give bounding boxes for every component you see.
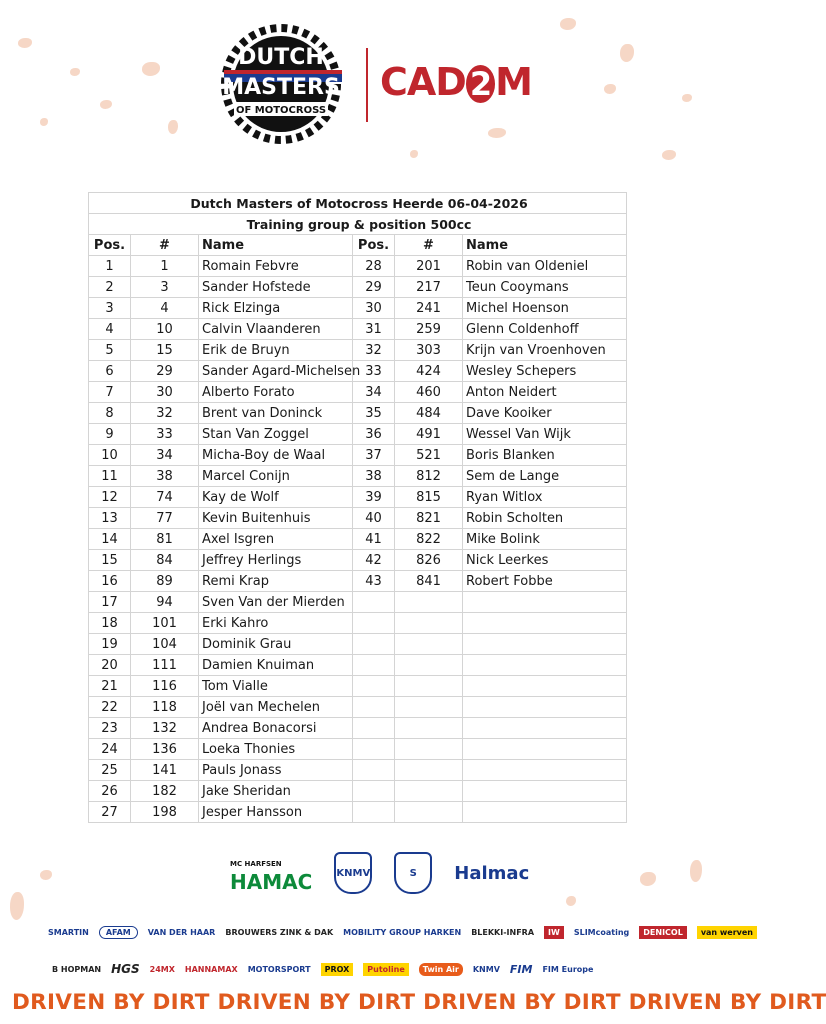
number-cell: 118: [131, 697, 199, 718]
name-cell: [463, 697, 627, 718]
pos-cell: [353, 739, 395, 760]
pos-cell: 18: [89, 613, 131, 634]
number-cell: [395, 676, 463, 697]
club-badge: S: [394, 852, 432, 894]
dirt-splatter: [662, 150, 676, 160]
dirt-splatter: [620, 44, 634, 62]
name-cell: Brent van Doninck: [199, 403, 353, 424]
results-table: [88, 192, 627, 823]
name-cell: Alberto Forato: [199, 382, 353, 403]
number-cell: 259: [395, 319, 463, 340]
name-cell: Wessel Van Wijk: [463, 424, 627, 445]
pos-cell: [353, 655, 395, 676]
number-cell: [395, 802, 463, 823]
name-cell: Sven Van der Mierden: [199, 592, 353, 613]
table-row: [89, 424, 627, 445]
pos-cell: [353, 781, 395, 802]
dirt-splatter: [40, 870, 52, 880]
name-cell: [463, 613, 627, 634]
name-cell: Kay de Wolf: [199, 487, 353, 508]
pos-cell: [353, 613, 395, 634]
name-cell: Andrea Bonacorsi: [199, 718, 353, 739]
sponsor-logo: FIM: [509, 962, 533, 976]
table-subtitle: Training group & position 500cc: [89, 214, 627, 235]
pos-cell: 40: [353, 508, 395, 529]
table-row: [89, 718, 627, 739]
dirt-splatter: [142, 62, 160, 76]
number-cell: 821: [395, 508, 463, 529]
number-cell: 116: [131, 676, 199, 697]
dirt-splatter: [682, 94, 692, 102]
pos-cell: 3: [89, 298, 131, 319]
pos-cell: 22: [89, 697, 131, 718]
dirt-splatter: [560, 18, 576, 30]
number-cell: [395, 739, 463, 760]
pos-cell: 34: [353, 382, 395, 403]
pos-cell: 36: [353, 424, 395, 445]
table-row: [89, 466, 627, 487]
number-cell: [395, 781, 463, 802]
svg-text:OF MOTOCROSS: OF MOTOCROSS: [235, 105, 327, 116]
pos-cell: [353, 802, 395, 823]
number-cell: 30: [131, 382, 199, 403]
name-cell: Sem de Lange: [463, 466, 627, 487]
number-cell: [395, 655, 463, 676]
name-cell: Joël van Mechelen: [199, 697, 353, 718]
header-name: Name: [199, 235, 353, 256]
table-row: [89, 382, 627, 403]
dirt-splatter: [40, 118, 48, 126]
table-row: [89, 529, 627, 550]
table-row: [89, 487, 627, 508]
sponsor-logo: SLIMcoating: [573, 928, 630, 937]
dirt-splatter: [604, 84, 616, 94]
dirt-splatter: [18, 38, 32, 48]
pos-cell: 9: [89, 424, 131, 445]
header-name: Name: [463, 235, 627, 256]
header-number: #: [395, 235, 463, 256]
table-row: [89, 634, 627, 655]
number-cell: 424: [395, 361, 463, 382]
pos-cell: [353, 592, 395, 613]
table-row: [89, 277, 627, 298]
number-cell: 241: [395, 298, 463, 319]
table-row: [89, 361, 627, 382]
pos-cell: 32: [353, 340, 395, 361]
name-cell: Stan Van Zoggel: [199, 424, 353, 445]
number-cell: 521: [395, 445, 463, 466]
name-cell: Dominik Grau: [199, 634, 353, 655]
number-cell: 38: [131, 466, 199, 487]
number-cell: 89: [131, 571, 199, 592]
name-cell: Teun Cooymans: [463, 277, 627, 298]
number-cell: 15: [131, 340, 199, 361]
dirt-splatter: [168, 120, 178, 134]
table-row: [89, 403, 627, 424]
header-pos: Pos.: [89, 235, 131, 256]
number-cell: 81: [131, 529, 199, 550]
sponsor-logo: BROUWERS ZINK & DAK: [225, 928, 334, 937]
table-row: [89, 445, 627, 466]
svg-text:DUTCH: DUTCH: [238, 45, 324, 70]
number-cell: [395, 592, 463, 613]
number-cell: 84: [131, 550, 199, 571]
dirt-splatter: [10, 892, 24, 920]
name-cell: Ryan Witlox: [463, 487, 627, 508]
number-cell: [395, 634, 463, 655]
name-cell: Sander Hofstede: [199, 277, 353, 298]
number-cell: 4: [131, 298, 199, 319]
name-cell: Damien Knuiman: [199, 655, 353, 676]
sponsor-logo: 24MX: [149, 964, 175, 974]
sponsor-logo: PROX: [321, 963, 354, 976]
table-row: [89, 697, 627, 718]
pos-cell: 6: [89, 361, 131, 382]
sponsor-logo: FIM Europe: [542, 964, 594, 974]
number-cell: 822: [395, 529, 463, 550]
pos-cell: [353, 634, 395, 655]
number-cell: 812: [395, 466, 463, 487]
name-cell: [463, 718, 627, 739]
table-row: [89, 802, 627, 823]
number-cell: 74: [131, 487, 199, 508]
name-cell: Wesley Schepers: [463, 361, 627, 382]
sponsor-logo: HANNAMAX: [184, 964, 238, 974]
header-pos: Pos.: [353, 235, 395, 256]
name-cell: Remi Krap: [199, 571, 353, 592]
number-cell: 841: [395, 571, 463, 592]
table-row: [89, 592, 627, 613]
number-cell: [395, 697, 463, 718]
name-cell: Erki Kahro: [199, 613, 353, 634]
dirt-splatter: [70, 68, 80, 76]
pos-cell: 19: [89, 634, 131, 655]
pos-cell: 12: [89, 487, 131, 508]
dirt-splatter: [640, 872, 656, 886]
number-cell: 132: [131, 718, 199, 739]
number-cell: 815: [395, 487, 463, 508]
table-row: [89, 340, 627, 361]
name-cell: [463, 592, 627, 613]
sponsor-logo: B HOPMAN: [52, 964, 102, 974]
table-row: [89, 571, 627, 592]
number-cell: 182: [131, 781, 199, 802]
sponsor-logo: IW: [544, 926, 564, 939]
pos-cell: 5: [89, 340, 131, 361]
pos-cell: 26: [89, 781, 131, 802]
dirt-splatter: [690, 860, 702, 882]
dirt-splatter: [488, 128, 506, 138]
hamac-logo: MC HARFSEN HAMAC: [230, 860, 313, 894]
pos-cell: 28: [353, 256, 395, 277]
name-cell: [463, 760, 627, 781]
sponsor-logo: MOTORSPORT: [247, 964, 311, 974]
name-cell: Loeka Thonies: [199, 739, 353, 760]
number-cell: [395, 718, 463, 739]
logo-divider: [366, 48, 368, 122]
pos-cell: 13: [89, 508, 131, 529]
name-cell: Marcel Conijn: [199, 466, 353, 487]
number-cell: 491: [395, 424, 463, 445]
pos-cell: 15: [89, 550, 131, 571]
pos-cell: 21: [89, 676, 131, 697]
pos-cell: 27: [89, 802, 131, 823]
number-cell: 94: [131, 592, 199, 613]
pos-cell: 4: [89, 319, 131, 340]
name-cell: Glenn Coldenhoff: [463, 319, 627, 340]
pos-cell: 8: [89, 403, 131, 424]
name-cell: Jake Sheridan: [199, 781, 353, 802]
pos-cell: 7: [89, 382, 131, 403]
sponsor-logo: Putoline: [363, 963, 408, 976]
sponsor-logo: SMARTIN: [48, 928, 89, 937]
pos-cell: [353, 697, 395, 718]
sponsor-logo: van werven: [697, 926, 757, 939]
pos-cell: 42: [353, 550, 395, 571]
pos-cell: 37: [353, 445, 395, 466]
name-cell: Rick Elzinga: [199, 298, 353, 319]
table-row: [89, 760, 627, 781]
pos-cell: 2: [89, 277, 131, 298]
number-cell: 198: [131, 802, 199, 823]
number-cell: 34: [131, 445, 199, 466]
pos-cell: 16: [89, 571, 131, 592]
name-cell: Tom Vialle: [199, 676, 353, 697]
pos-cell: 11: [89, 466, 131, 487]
number-cell: 104: [131, 634, 199, 655]
name-cell: Krijn van Vroenhoven: [463, 340, 627, 361]
pos-cell: 39: [353, 487, 395, 508]
cad2m-logo: CAD 2 M: [380, 60, 532, 104]
name-cell: Robert Fobbe: [463, 571, 627, 592]
pos-cell: 43: [353, 571, 395, 592]
name-cell: Robin van Oldeniel: [463, 256, 627, 277]
name-cell: Erik de Bruyn: [199, 340, 353, 361]
pos-cell: 41: [353, 529, 395, 550]
number-cell: 141: [131, 760, 199, 781]
name-cell: [463, 676, 627, 697]
number-cell: 826: [395, 550, 463, 571]
pos-cell: 29: [353, 277, 395, 298]
pos-cell: 25: [89, 760, 131, 781]
table-row: [89, 676, 627, 697]
dirt-splatter: [410, 150, 418, 158]
table-row: [89, 739, 627, 760]
dirt-splatter: [566, 896, 576, 906]
number-cell: 3: [131, 277, 199, 298]
number-cell: 29: [131, 361, 199, 382]
knmv-badge: KNMV: [334, 852, 372, 894]
name-cell: Jeffrey Herlings: [199, 550, 353, 571]
pos-cell: 30: [353, 298, 395, 319]
table-row: [89, 613, 627, 634]
number-cell: 32: [131, 403, 199, 424]
number-cell: [395, 613, 463, 634]
name-cell: [463, 655, 627, 676]
name-cell: Pauls Jonass: [199, 760, 353, 781]
sponsor-row-1: [48, 926, 767, 939]
header-number: #: [131, 235, 199, 256]
footer-slogan: DRIVEN BY DIRT DRIVEN BY DIRT DRIVEN BY DIRT DRIVEN BY DIRT: [12, 990, 826, 1015]
number-cell: 10: [131, 319, 199, 340]
sponsor-row-2: [52, 962, 603, 976]
pos-cell: 1: [89, 256, 131, 277]
pos-cell: 24: [89, 739, 131, 760]
number-cell: 136: [131, 739, 199, 760]
name-cell: Jesper Hansson: [199, 802, 353, 823]
pos-cell: 31: [353, 319, 395, 340]
name-cell: Axel Isgren: [199, 529, 353, 550]
number-cell: 460: [395, 382, 463, 403]
pos-cell: 33: [353, 361, 395, 382]
halmac-logo: Halmac: [454, 862, 530, 884]
table-row: [89, 781, 627, 802]
number-cell: 111: [131, 655, 199, 676]
sponsor-logo: VAN DER HAAR: [147, 928, 216, 937]
dirt-splatter: [100, 100, 112, 109]
number-cell: 484: [395, 403, 463, 424]
name-cell: Sander Agard-Michelsen: [199, 361, 353, 382]
number-cell: 33: [131, 424, 199, 445]
sponsor-logo: MOBILITY GROUP HARKEN: [343, 928, 462, 937]
table-row: [89, 256, 627, 277]
pos-cell: 35: [353, 403, 395, 424]
dutch-masters-logo: [206, 24, 356, 146]
sponsor-logo: KNMV: [472, 964, 500, 974]
number-cell: 217: [395, 277, 463, 298]
pos-cell: 38: [353, 466, 395, 487]
name-cell: [463, 634, 627, 655]
pos-cell: [353, 718, 395, 739]
pos-cell: 10: [89, 445, 131, 466]
number-cell: 1: [131, 256, 199, 277]
svg-text:MASTERS: MASTERS: [222, 75, 340, 100]
sponsor-logo: DENICOL: [639, 926, 687, 939]
sponsor-logo: BLEKKI-INFRA: [471, 928, 535, 937]
name-cell: [463, 739, 627, 760]
name-cell: Calvin Vlaanderen: [199, 319, 353, 340]
name-cell: Mike Bolink: [463, 529, 627, 550]
pos-cell: 17: [89, 592, 131, 613]
name-cell: Boris Blanken: [463, 445, 627, 466]
number-cell: 77: [131, 508, 199, 529]
name-cell: Robin Scholten: [463, 508, 627, 529]
sponsor-logo: Twin Air: [419, 963, 463, 976]
pos-cell: 23: [89, 718, 131, 739]
pos-cell: [353, 760, 395, 781]
top-sponsors: [230, 852, 529, 894]
name-cell: Dave Kooiker: [463, 403, 627, 424]
table-row: [89, 550, 627, 571]
name-cell: Nick Leerkes: [463, 550, 627, 571]
table-row: [89, 508, 627, 529]
pos-cell: 14: [89, 529, 131, 550]
name-cell: Romain Febvre: [199, 256, 353, 277]
pos-cell: [353, 676, 395, 697]
name-cell: Micha-Boy de Waal: [199, 445, 353, 466]
name-cell: Michel Hoenson: [463, 298, 627, 319]
number-cell: 303: [395, 340, 463, 361]
table-header-row: [89, 235, 627, 256]
table-row: [89, 319, 627, 340]
name-cell: [463, 781, 627, 802]
name-cell: Anton Neidert: [463, 382, 627, 403]
name-cell: [463, 802, 627, 823]
number-cell: 201: [395, 256, 463, 277]
pos-cell: 20: [89, 655, 131, 676]
name-cell: Kevin Buitenhuis: [199, 508, 353, 529]
table-title: Dutch Masters of Motocross Heerde 06-04-2026: [89, 193, 627, 214]
number-cell: 101: [131, 613, 199, 634]
sponsor-logo: AFAM: [99, 926, 138, 939]
sponsor-logo: HGS: [111, 962, 140, 976]
table-row: [89, 298, 627, 319]
table-row: [89, 655, 627, 676]
number-cell: [395, 760, 463, 781]
